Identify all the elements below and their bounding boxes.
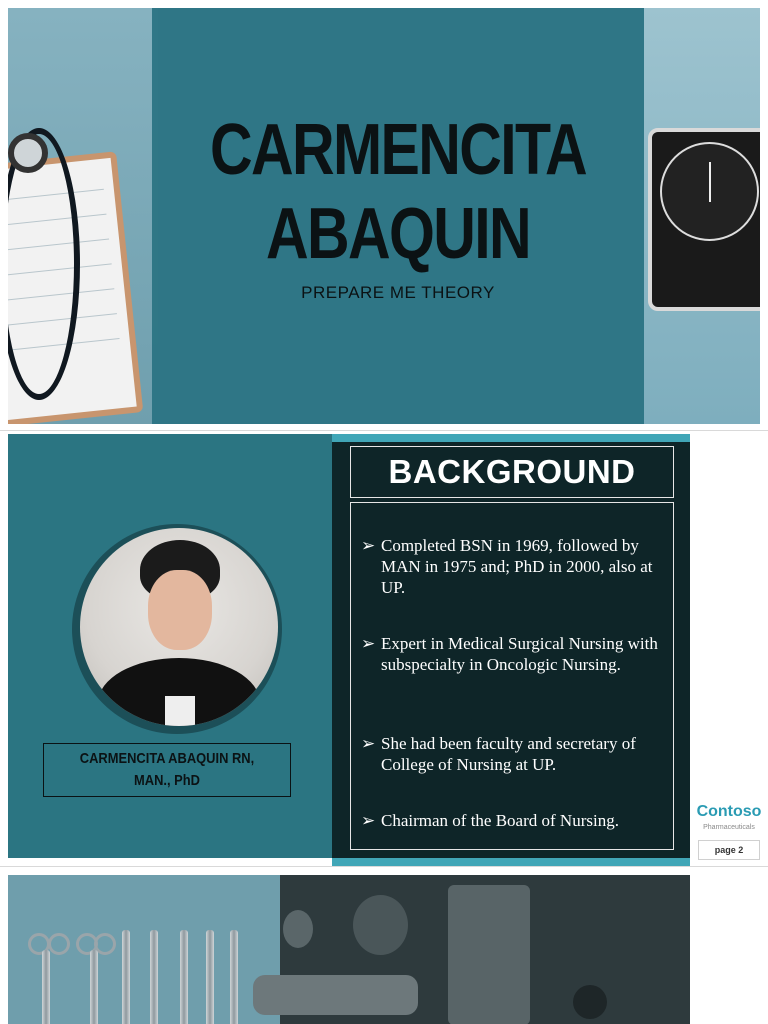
arrowhead-bullet-icon: ➢ <box>361 734 376 753</box>
blood-pressure-gauge-image <box>648 128 760 311</box>
arrowhead-bullet-icon: ➢ <box>361 811 376 830</box>
heading-box <box>350 446 674 498</box>
instruments-slide <box>8 875 690 1024</box>
name-line-2: MAN., PhD <box>134 772 200 789</box>
page-divider <box>0 430 768 431</box>
vial-icon <box>283 910 313 948</box>
accent-strip-top <box>332 434 690 442</box>
accent-strip-bottom <box>332 858 690 866</box>
scissors-handle <box>48 933 70 955</box>
slide-subtitle: PREPARE ME THEORY <box>301 283 495 302</box>
stethoscope-icon <box>573 985 607 1019</box>
list-item: ➢ Completed BSN in 1969, followed by MAN in 1975 and; PhD in 2000, also at UP. <box>361 536 653 597</box>
list-item: ➢ Chairman of the Board of Nursing. <box>361 811 619 830</box>
page-divider <box>0 866 768 867</box>
brand-logo: Contoso <box>696 803 762 820</box>
tweezers-icon <box>122 930 130 1024</box>
page-number: page 2 <box>698 840 760 860</box>
title-slide <box>8 8 760 424</box>
forceps-blade <box>90 950 98 1024</box>
arrowhead-bullet-icon: ➢ <box>361 536 376 555</box>
section-heading: BACKGROUND <box>388 453 636 490</box>
name-line-1: CARMENCITA ABAQUIN RN, <box>79 750 255 767</box>
bottle-icon <box>353 895 408 955</box>
scalpel-icon <box>206 930 214 1024</box>
container-icon <box>448 885 530 1024</box>
syringe-icon <box>253 975 418 1015</box>
list-item: ➢ She had been faculty and secretary of College of Nursing at UP. <box>361 734 636 774</box>
list-item: ➢ Expert in Medical Surgical Nursing with subspecialty in Oncologic Nursing. <box>361 634 658 674</box>
brand-subtitle: Pharmaceuticals <box>703 824 755 831</box>
background-slide <box>8 434 690 858</box>
scalpel-icon <box>180 930 188 1024</box>
tweezers-icon <box>150 930 158 1024</box>
scissors-blade <box>42 950 50 1024</box>
stethoscope-chestpiece-icon <box>8 133 48 173</box>
slide-title: CARMENCITA ABAQUIN <box>209 110 587 274</box>
name-caption <box>43 743 291 797</box>
scalpel-icon <box>230 930 238 1024</box>
bullet-list <box>350 502 674 850</box>
arrowhead-bullet-icon: ➢ <box>361 634 376 653</box>
portrait-photo <box>80 528 278 726</box>
